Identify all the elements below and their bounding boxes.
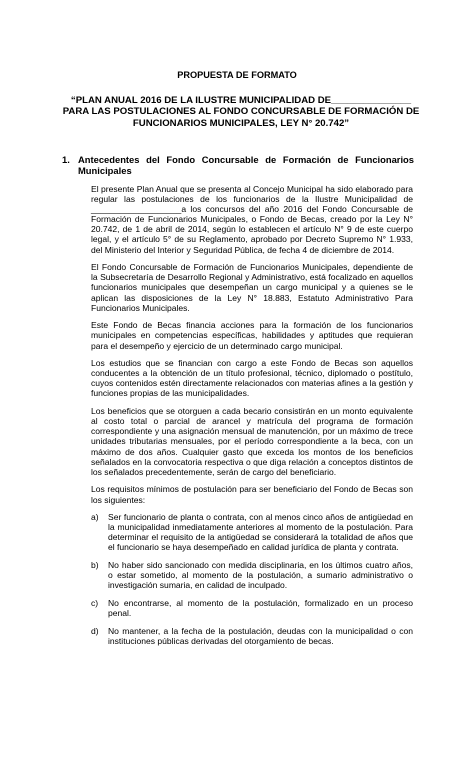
list-item [91, 512, 413, 552]
list-item [91, 598, 413, 618]
document-body [91, 184, 413, 654]
section-title: Antecedentes del Fondo Concursable de Formación de Funcionarios Municipales [78, 154, 414, 176]
paragraph: Este Fondo de Becas financia acciones para la formación de los funcionarios municipales en competencias específicas, habilidades y aptitudes que requieran para el desempeño y ejercicio de un determinado cargo municipal. [91, 320, 413, 351]
requirements-list [91, 512, 413, 646]
list-item-text: No haber sido sancionado con medida disciplinaria, en los últimos cuatro años, o estar sometido, al momento de la postulación, a sumario administrativo o investigación sumaria, en calidad de inculpado. [108, 560, 413, 591]
paragraph: El Fondo Concursable de Formación de Funcionarios Municipales, dependiente de la Subsecretaría de Desarrollo Regional y Administrativo, está focalizado en aquellos funcionarios municipales que desempeñan un cargo municipal y a quienes se le aplican las disposiciones de la Ley N° 18.883, Estatuto Administrativo Para Funcionarios Municipales. [91, 262, 413, 313]
document-title: PROPUESTA DE FORMATO [177, 70, 297, 80]
document-subtitle: “PLAN ANUAL 2016 DE LA ILUSTRE MUNICIPALIDAD DE_______________ PARA LAS POSTULACIONES AL FONDO CONCURSABLE DE FORMACIÓN DE FUNCIONARIOS MUNICIPALES, LEY N° 20.742” [62, 95, 420, 129]
paragraph: Los requisitos mínimos de postulación para ser beneficiario del Fondo de Becas son los siguientes: [91, 484, 413, 505]
paragraph: Los estudios que se financian con cargo a este Fondo de Becas son aquellos conducentes a la obtención de un título profesional, técnico, diplomado o postítulo, cuyos contenidos estén directamente relacionados con materias afines a la gestión y funciones propias de las municipalidades. [91, 358, 413, 399]
list-marker: a) [91, 512, 99, 523]
list-marker: b) [91, 560, 99, 571]
list-item [91, 626, 413, 646]
list-item-text: No mantener, a la fecha de la postulación, deudas con la municipalidad o con instituciones públicas derivadas del otorgamiento de becas. [108, 625, 413, 646]
section-number: 1. [62, 154, 70, 165]
list-marker: c) [91, 598, 99, 609]
paragraph: Los beneficios que se otorguen a cada becario consistirán en un monto equivalente al costo total o parcial de arancel y matrícula del programa de formación correspondiente y una asignación mensual de manutención, por un máximo de trece unidades tributarias mensuales, por el período correspondiente a la beca, con un máximo de dos años. Cualquier gasto que exceda los montos de los beneficios señalados en la convocatoria respectiva o que diga relación a conceptos distintos de los señalados precedentemente, serán de cargo del beneficiario. [91, 406, 413, 477]
list-item-text: Ser funcionario de planta o contrata, con al menos cinco años de antigüedad en la municipalidad inmediatamente anteriores al momento de la postulación. Para determinar el requisito de la antigüedad se considerará la totalidad de años que el funcionario se haya desempeñado en calidad jurídica de planta y contrata. [108, 512, 413, 553]
list-item-text: No encontrarse, al momento de la postulación, formalizado en un proceso penal. [108, 598, 413, 619]
paragraph: El presente Plan Anual que se presenta al Concejo Municipal ha sido elaborado para regular las postulaciones de los funcionarios de la Ilustre Municipalidad de ___________________a los concursos del año 2016 del Fondo Concursable de Formación de Funcionarios Municipales, o Fondo de Becas, creado por la Ley N° 20.742, de 1 de abril de 2014, según lo establecen el artículo N° 9 de este cuerpo legal, y el artículo 5° de su Reglamento, aprobado por Decreto Supremo N° 1.933, del Ministerio del Interior y Seguridad Pública, de fecha 4 de diciembre de 2014. [91, 184, 413, 255]
section-heading [62, 154, 414, 176]
list-marker: d) [91, 625, 99, 636]
list-item [91, 560, 413, 590]
